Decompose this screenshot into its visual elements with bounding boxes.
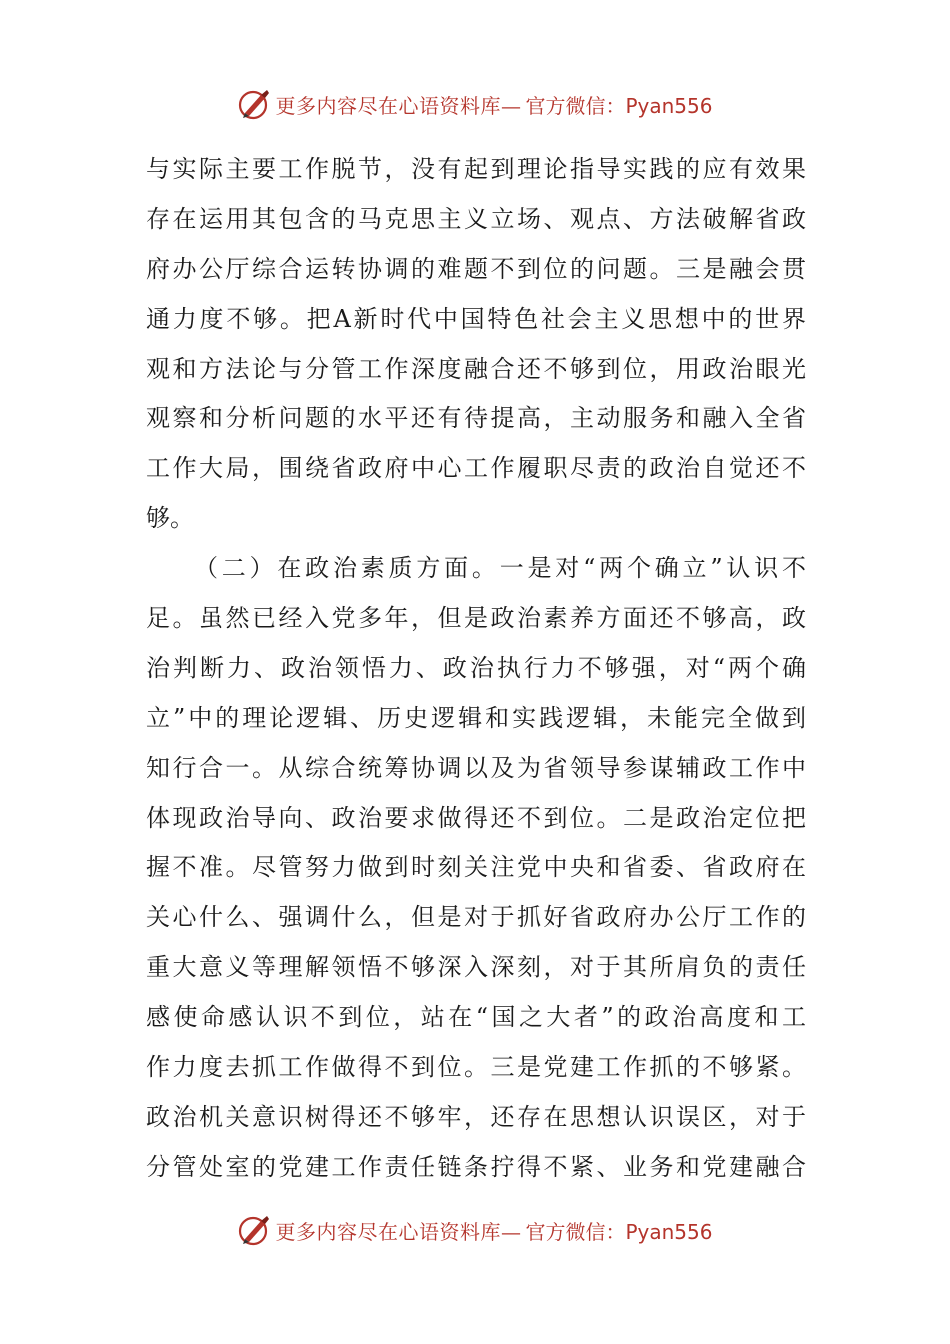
text-line: 观察和分析问题的水平还有待提高，主动服务和融入全省 [146,404,806,433]
banner-text: 更多内容尽在心语资料库— [275,1219,522,1244]
text-line: 体现政治导向、政治要求做得还不到位。二是政治定位把 [146,803,806,832]
banner-text: 更多内容尽在心语资料库— [275,93,522,118]
pen-logo-icon [237,1213,271,1247]
section-heading-line: （二）在政治素质方面。一是对“两个确立”认识不 [194,554,806,583]
text-line: 立”中的理论逻辑、历史逻辑和实践逻辑，未能完全做到 [146,703,806,732]
text-line: 工作大局，围绕省政府中心工作履职尽责的政治自觉还不 [146,454,806,483]
banner-wechat: 官方微信：Pyan556 [525,1219,713,1244]
text-line: 作力度去抓工作做得不到位。三是党建工作抓的不够紧。 [146,1053,806,1082]
text-line: 通力度不够。把A新时代中国特色社会主义思想中的世界 [146,304,806,333]
text-line: 够。 [146,504,194,533]
banner-wechat: 官方微信：Pyan556 [525,93,713,118]
text-line: 知行合一。从综合统筹协调以及为省领导参谋辅政工作中 [146,753,806,782]
footer-watermark-banner [0,1208,950,1252]
text-line: 存在运用其包含的马克思主义立场、观点、方法破解省政 [146,204,806,233]
text-line: 治判断力、政治领悟力、政治执行力不够强，对“两个确 [146,653,806,682]
text-line: 分管处室的党建工作责任链条拧得不紧、业务和党建融合 [146,1152,806,1181]
text-line: 与实际主要工作脱节，没有起到理论指导实践的应有效果 [146,155,806,183]
text-line: 感使命感认识不到位，站在“国之大者”的政治高度和工 [146,1003,806,1032]
text-line: 重大意义等理解领悟不够深入深刻，对于其所肩负的责任 [146,953,806,982]
pen-logo-icon [237,87,271,121]
text-line: 足。虽然已经入党多年，但是政治素养方面还不够高，政 [146,604,806,633]
header-watermark-banner [0,82,950,126]
document-body [146,145,806,1193]
text-line: 政治机关意识树得还不够牢，还存在思想认识误区，对于 [146,1102,806,1131]
text-line: 观和方法论与分管工作深度融合还不够到位，用政治眼光 [146,354,806,383]
text-line: 关心什么、强调什么，但是对于抓好省政府办公厅工作的 [146,903,806,932]
text-line: 府办公厅综合运转协调的难题不到位的问题。三是融会贯 [146,254,806,283]
text-line: 握不准。尽管努力做到时刻关注党中央和省委、省政府在 [146,853,806,882]
